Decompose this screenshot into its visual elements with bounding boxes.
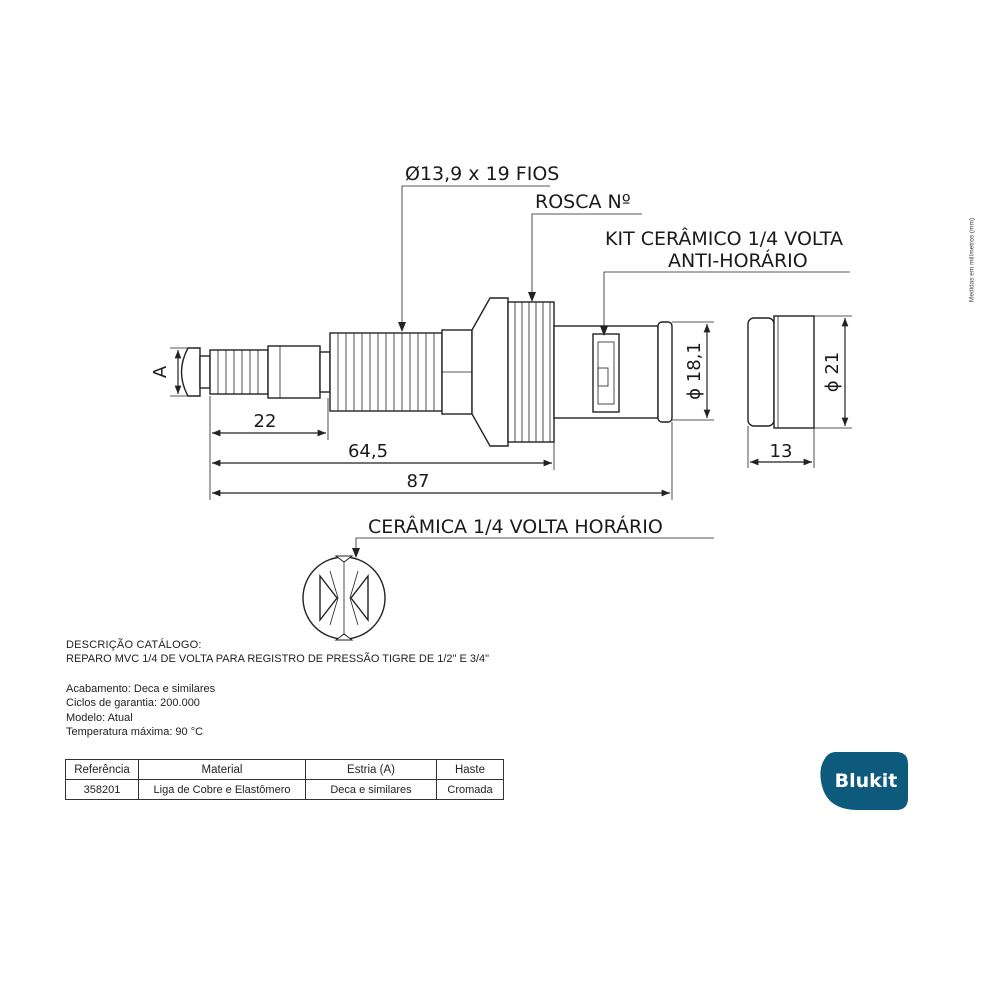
callout-kit-label-2: ANTI-HORÁRIO bbox=[668, 250, 808, 272]
dimension-13-label: 13 bbox=[769, 441, 793, 462]
units-note-text: Medidas em milímetros (mm) bbox=[968, 217, 976, 303]
callout-kit-label-1: KIT CERÂMICO 1/4 VOLTA bbox=[605, 228, 844, 250]
spec-list bbox=[66, 682, 215, 739]
units-note bbox=[962, 205, 982, 315]
description-heading: DESCRIÇÃO CATÁLOGO: bbox=[66, 639, 202, 651]
header-referencia: Referência bbox=[66, 760, 139, 780]
header-estria: Estria (A) bbox=[306, 760, 437, 780]
spec-finish: Acabamento: Deca e similares bbox=[66, 683, 216, 695]
dimension-18-1 bbox=[672, 322, 714, 420]
dimension-21 bbox=[814, 316, 852, 428]
blukit-logo bbox=[818, 746, 910, 812]
table-header-row bbox=[66, 760, 504, 780]
callout-rosca-label: ROSCA Nº bbox=[535, 191, 631, 213]
table-row bbox=[66, 780, 504, 800]
header-material: Material bbox=[139, 760, 306, 780]
spec-cycles: Ciclos de garantia: 200.000 bbox=[66, 697, 200, 710]
blukit-logo-text: Blukit bbox=[834, 770, 898, 792]
dimension-21-label: ϕ 21 bbox=[822, 351, 843, 393]
dimension-13 bbox=[748, 426, 814, 468]
spec-model: Modelo: Atual bbox=[66, 711, 133, 724]
dimension-22-label: 22 bbox=[253, 411, 277, 432]
dimension-64-5-label: 64,5 bbox=[347, 441, 389, 462]
reference-table bbox=[65, 759, 504, 800]
cell-estria: Deca e similares bbox=[306, 780, 437, 800]
dimension-87-label: 87 bbox=[406, 471, 430, 492]
dimension-a-label: A bbox=[150, 365, 171, 379]
header-haste: Haste bbox=[437, 760, 504, 780]
cell-referencia: 358201 bbox=[66, 780, 139, 800]
callout-ceramica-label: CERÂMICA 1/4 VOLTA HORÁRIO bbox=[368, 516, 663, 538]
spec-max-temp: Temperatura máxima: 90 °C bbox=[66, 725, 204, 738]
catalog-description bbox=[66, 638, 489, 666]
callout-ceramica bbox=[352, 515, 714, 558]
callout-thread-label: Ø13,9 x 19 FIOS bbox=[405, 163, 560, 185]
cell-haste: Cromada bbox=[437, 780, 504, 800]
cap-part bbox=[748, 316, 814, 428]
dimension-87 bbox=[212, 422, 672, 500]
cell-material: Liga de Cobre e Elastômero bbox=[139, 780, 306, 800]
ceramic-disc bbox=[303, 556, 385, 640]
description-text: REPARO MVC 1/4 DE VOLTA PARA REGISTRO DE PRESSÃO TIGRE DE 1/2" E 3/4" bbox=[66, 653, 490, 665]
dimension-22 bbox=[210, 396, 328, 500]
dimension-18-1-label: ϕ 18,1 bbox=[684, 342, 705, 400]
